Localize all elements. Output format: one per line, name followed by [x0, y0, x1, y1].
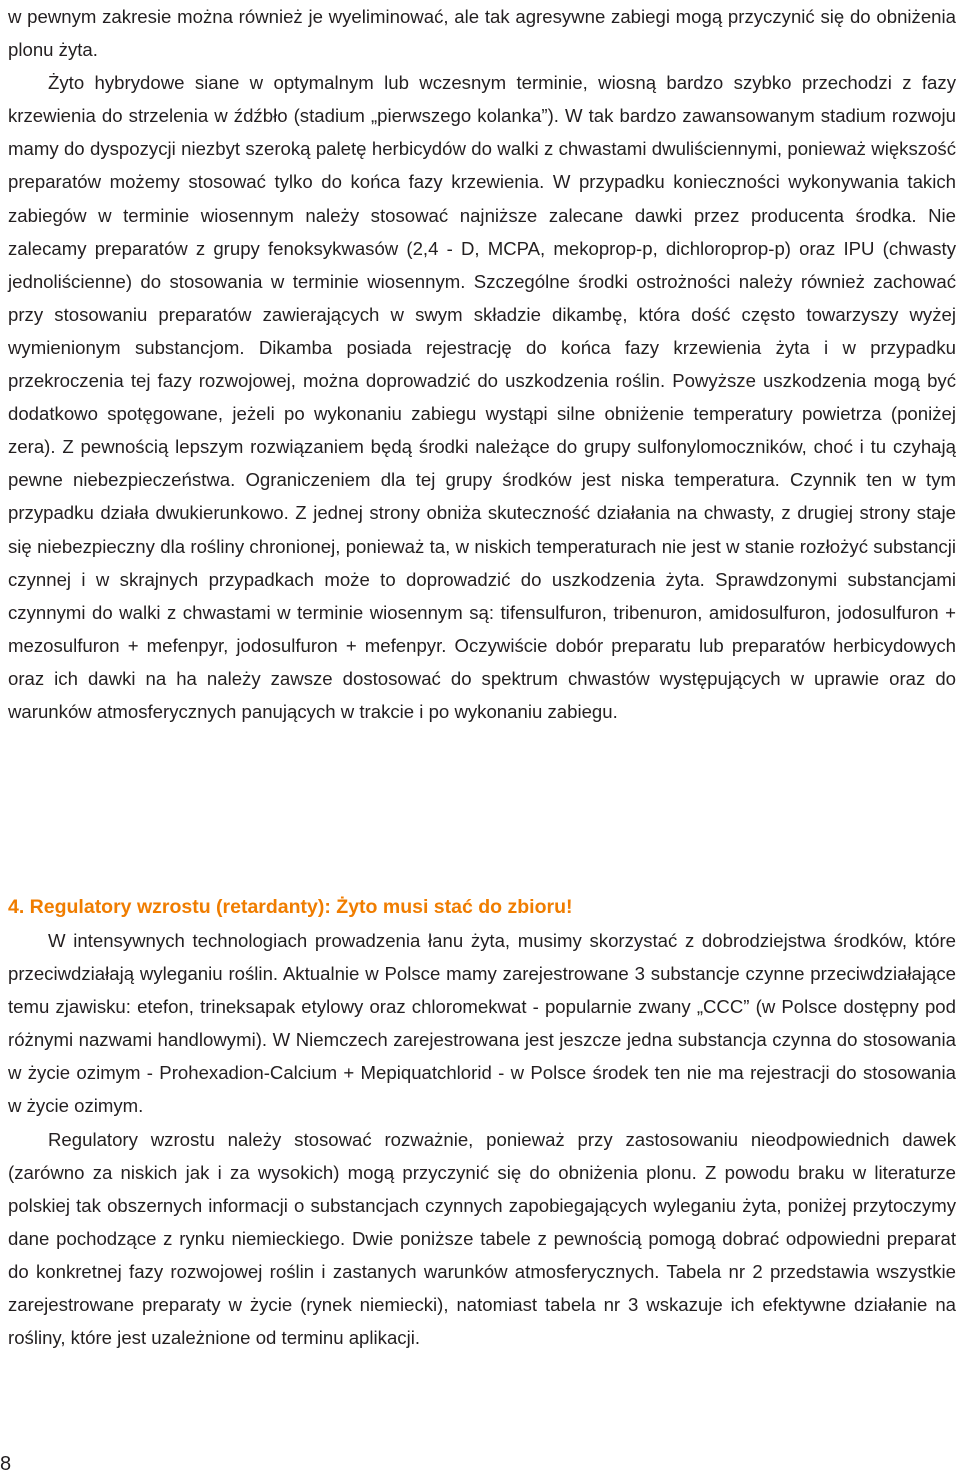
paragraph-regulators: W intensywnych technologiach prowadzenia łanu żyta, musimy skorzystać z dobrodziejstwa środków, które przeciwdziałają wyleganiu roślin. Aktualnie w Polsce mamy zarejestrowane 3 substancje czynne przeciwdziałające temu zjawisku: etefon, trineksapak etylowy oraz chloromekwat - popularnie zwany „CCC” (w Polsce dostępny pod różnymi nazwami handlowymi). W Niemczech zarejestrowana jest jeszcze jedna substancja czynna do stosowania w życie ozimym - Prohexadion-Calcium + Mepiquatchlorid - w Polsce środek ten nie ma rejestracji do stosowania w życie ozimym.: [8, 930, 956, 1117]
paragraph-doses: Regulatory wzrostu należy stosować rozważnie, ponieważ przy zastosowaniu nieodpowiednich dawek (zarówno za niskich jak i za wysokich) mogą przyczynić się do obniżenia plonu. Z powodu braku w literaturze polskiej tak obszernych informacji o substancjach czynnych zapobiegających wyleganiu żyta, poniżej przytoczymy dane pochodzące z rynku niemieckiego. Dwie poniższe tabele z pewnością pomogą dobrać odpowiedni preparat do konkretnej fazy rozwojowej roślin i zastanych warunków atmosferycznych. Tabela nr 2 przedstawia wszystkie zarejestrowane preparaty w życie (rynek niemiecki), natomiast tabela nr 3 wskazuje ich efektywne działanie na rośliny, które jest uzależnione od terminu aplikacji.: [8, 1128, 956, 1349]
section-heading: 4. Regulatory wzrostu (retardanty): Żyto musi stać do zbioru!: [8, 896, 573, 918]
text-block-regulators: [8, 924, 956, 1354]
page-number: 8: [0, 1453, 12, 1475]
paragraph-herbicides: Żyto hybrydowe siane w optymalnym lub wczesnym terminie, wiosną bardzo szybko przechodzi z fazy krzewienia do strzelenia w źdźbło (stadium „pierwszego kolanka”). W tak bardzo zawansowanym stadium rozwoju mamy do dyspozycji niezbyt szeroką paletę herbicydów do walki z chwastami dwuliściennymi, ponieważ większość preparatów możemy stosować tylko do końca fazy krzewienia. W przypadku konieczności wykonywania takich zabiegów w terminie wiosennym należy stosować najniższe zalecane dawki przez producenta środka. Nie zalecamy preparatów z grupy fenoksykwasów (2,4 - D, MCPA, mekoprop-p, dichloroprop-p) oraz IPU (chwasty jednoliścienne) do stosowania w terminie wiosennym. Szczególne środki ostrożności należy również zachować przy stosowaniu preparatów zawierających w swym składzie dikambę, która dość często towarzyszy wyżej wymienionym substancjom. Dikamba posiada rejestrację do końca fazy krzewienia żyta i w przypadku przekroczenia tej fazy rozwojowej, można doprowadzić do uszkodzenia roślin. Powyższe uszkodzenia mogą być dodatkowo spotęgowane, jeżeli po wykonaniu zabiegu wystąpi silne obniżenie temperatury powietrza (poniżej zera). Z pewnością lepszym rozwiązaniem będą środki należące do grupy sulfonylomoczników, choć i tu czyhają pewne niebezpieczeństwa. Ograniczeniem dla tej grupy środków jest niska temperatura. Czynnik ten w tym przypadku działa dwukierunkowo. Z jednej strony obniża skuteczność działania na chwasty, z drugiej strony staje się niebezpieczny dla rośliny chronionej, ponieważ ta, w niskich temperaturach nie jest w stanie rozłożyć substancji czynnej i w skrajnych przypadkach może to doprowadzić do uszkodzenia żyta. Sprawdzonymi substancjami czynnymi do walki z chwastami w terminie wiosennym są: tifensulfuron, tribenuron, amidosulfuron, jodosulfuron + mezosulfuron + mefenpyr, jodosulfuron + mefenpyr. Oczywiście dobór preparatu lub preparatów herbicydowych oraz ich dawki na ha należy zawsze dostosować do spektrum chwastów występujących w uprawie oraz do warunków atmosferycznych panujących w trakcie i po wykonaniu zabiegu.: [8, 72, 956, 722]
text-block-herbicides: [8, 0, 956, 728]
paragraph-continuation: w pewnym zakresie można również je wyeliminować, ale tak agresywne zabiegi mogą przyczynić się do obniżenia plonu żyta.: [8, 6, 956, 61]
